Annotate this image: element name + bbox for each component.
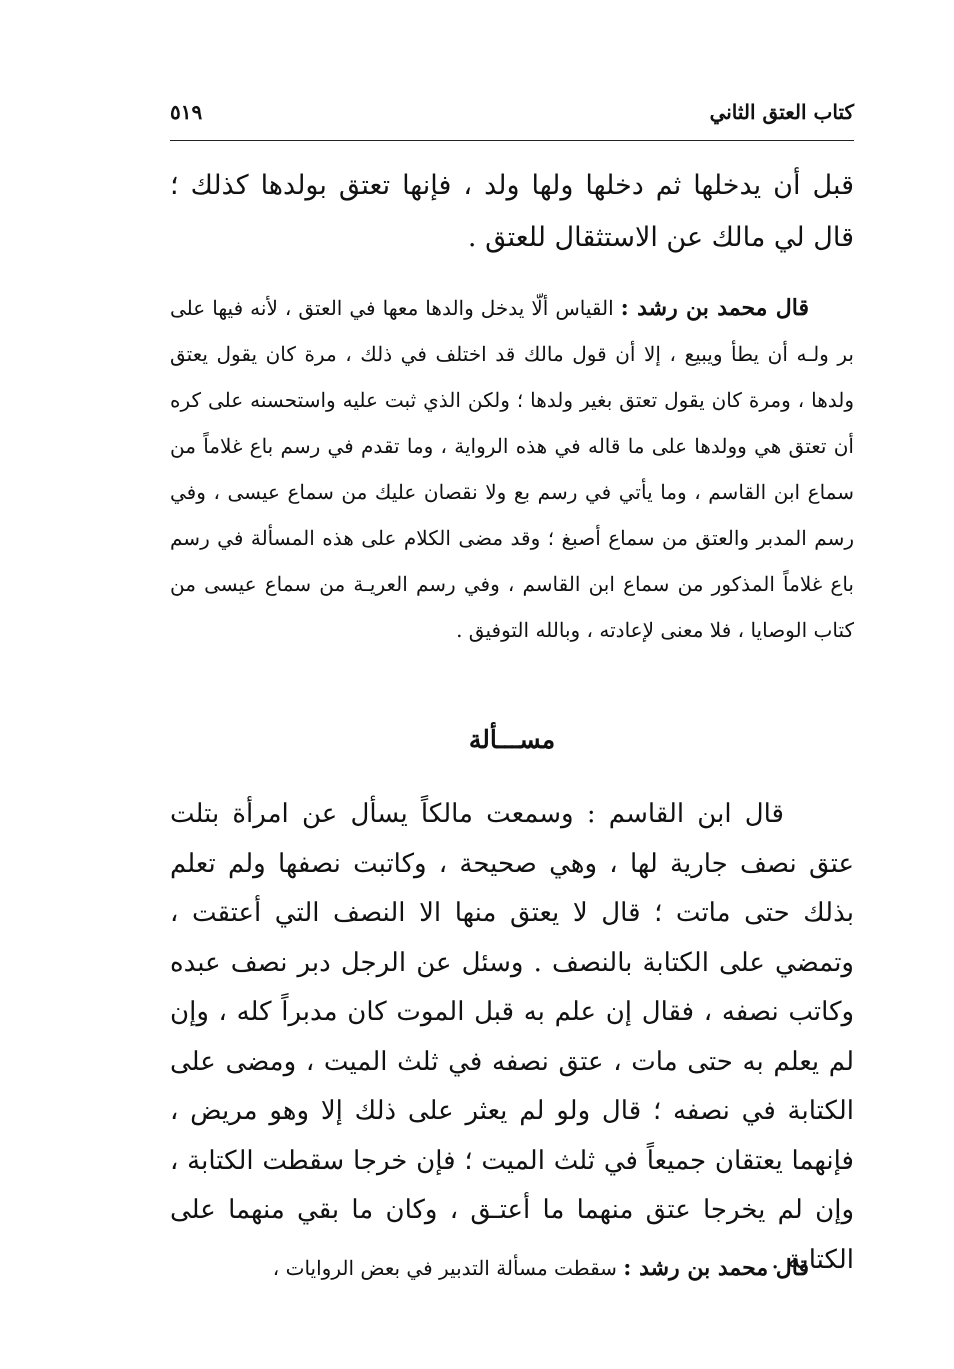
page-number: ٥١٩ — [170, 100, 203, 124]
commentary-text-2: سقطت مسألة التدبير في بعض الروايات ، — [272, 1256, 624, 1280]
running-header — [170, 92, 854, 141]
section-heading: مســـألة — [468, 725, 556, 754]
paragraph-continuation: قبل أن يدخلها ثم دخلها ولها ولد ، فإنها تعتق بولدها كذلك ؛ قال لي مالك عن الاستثقال للعتق . — [170, 170, 854, 253]
commentary-lead-2: قال محمد بن رشد : — [623, 1255, 809, 1281]
commentary-lead: قال محمد بن رشد : — [620, 295, 809, 321]
question-paragraph: قال ابن القاسم : وسمعت مالكاً يسأل عن امرأة بتلت عتق نصف جارية لها ، وهي صحيحة ، وكاتبت نصفها ولم تعلم بذلك حتى ماتت ؛ قال لا يعتق منها الا النصف التي أعتقت ، وتمضي على الكتابة بالنصف . وسئل عن الرجل دبر نصف عبده وكاتب نصفه ، فقال إن علم به قبل الموت كان مدبراً كله ، وإن لم يعلم به حتى مات ، عتق نصفه في ثلث الميت ، ومضى على الكتابة في نصفه ؛ قال ولو لم يعثر على ذلك إلا وهو مريض ، فإنهما يعتقان جميعاً في ثلث الميت ؛ فإن خرجا سقطت الكتابة ، وإن لم يخرجا عتق منهما ما أعتـق ، وكان ما بقي منهما على الكتابة . — [170, 799, 854, 1275]
commentary-paragraph — [170, 285, 854, 653]
commentary-text: القياس ألّا يدخل والدها معها في العتق ، لأنه فيها على بر ولـه أن يطأ ويبيع ، إلا أن قول مالك قد اختلف في ذلك ، مرة كان يقول يعتق ولدها ، ومرة كان يقول تعتق بغير ولدها ؛ ولكن الذي ثبت عليه واستحسنه على كره أن تعتق هي وولدها على ما قاله في هذه الرواية ، وما تقدم في رسم باع غلاماً من سماع ابن القاسم ، وما يأتي في رسم بع ولا نقصان عليك من سماع عيسى ، وفي رسم المدبر والعتق من سماع أصبغ ؛ وقد مضى الكلام على هذه المسألة في رسم باع غلاماً المذكور من سماع ابن القاسم ، وفي رسم العريـة من سماع عيسى من كتاب الوصايا ، فلا معنى لإعادته ، وبالله التوفيق . — [170, 296, 854, 642]
commentary-paragraph-2 — [170, 1245, 854, 1291]
running-title: كتاب العتق الثاني — [709, 100, 854, 124]
